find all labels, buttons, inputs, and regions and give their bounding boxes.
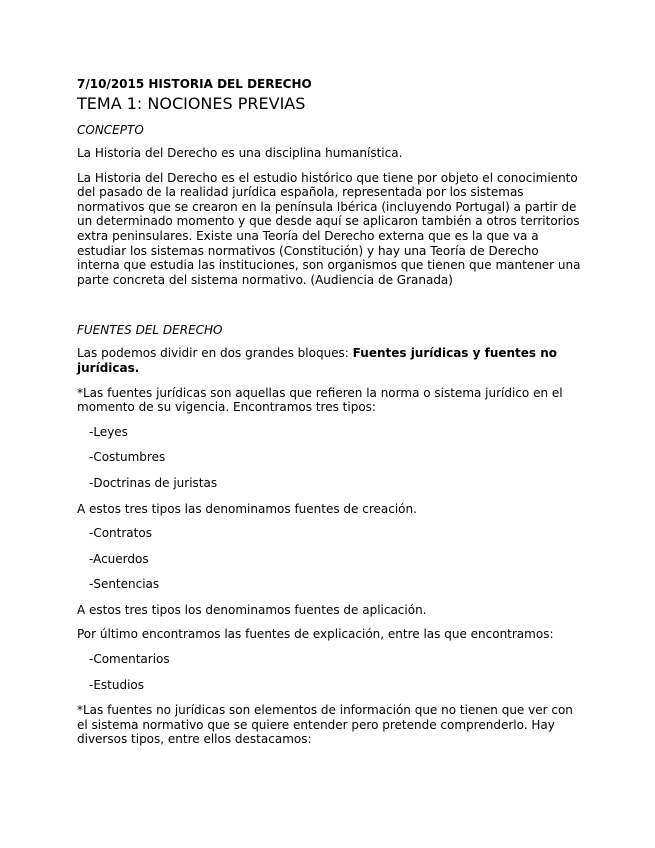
list-item-acuerdos: -Acuerdos [89, 551, 149, 566]
fuentes-intro [77, 346, 582, 375]
section-spacer [77, 297, 582, 322]
fuentes-juridicas-intro: *Las fuentes jurídicas son aquellas que refieren la norma o sistema jurídico en el momento de su vigencia. Encontramos tres tipos: [77, 385, 563, 415]
list-item-sentencias: -Sentencias [89, 577, 160, 592]
list-item-estudios: -Estudios [89, 677, 145, 692]
concepto-heading: CONCEPTO [77, 123, 144, 137]
creacion-summary: A estos tres tipos las denominamos fuentes de creación. [77, 501, 417, 516]
fuentes-no-juridicas: *Las fuentes no jurídicas son elementos de información que no tienen que ver con el sistema normativo que se quiere entender pero pretende comprenderlo. Hay diversos tipos, entre ellos destacamos: [77, 703, 573, 747]
explicacion-intro: Por último encontramos las fuentes de explicación, entre las que encontramos: [77, 627, 554, 642]
concepto-paragraph-2: La Historia del Derecho es el estudio histórico que tiene por objeto el conocimiento del pasado de la realidad jurídica española, representada por los sistemas normativos que se crearon en la península Ibérica (incluyendo Portugal) a partir de un determinado momento y que desde aquí se aplicaron también a otros territorios extra peninsulares. Existe una Teoría del Derecho externa que es la que va a estudiar los sistemas normativos (Constitución) y hay una Teoría de Derecho interna que estudia las instituciones, son organismos que tienen que mantener una parte concreta del sistema normativo. (Audiencia de Granada) [77, 170, 581, 287]
concepto-paragraph-1: La Historia del Derecho es una disciplina humanística. [77, 146, 403, 160]
list-item-comentarios: -Comentarios [89, 652, 170, 667]
date-title: 7/10/2015 HISTORIA DEL DERECHO [77, 77, 312, 91]
fuentes-intro-bold: Fuentes jurídicas y fuentes no jurídicas. [77, 346, 558, 375]
aplicacion-summary: A estos tres tipos los denominamos fuentes de aplicación. [77, 602, 427, 617]
document-page [77, 76, 582, 757]
list-item-leyes: -Leyes [89, 424, 128, 439]
list-item-doctrinas: -Doctrinas de juristas [89, 475, 218, 490]
list-item-costumbres: -Costumbres [89, 450, 166, 465]
tema-title: TEMA 1: NOCIONES PREVIAS [77, 94, 306, 113]
list-item-contratos: -Contratos [89, 526, 152, 541]
fuentes-intro-plain: Las podemos dividir en dos grandes bloques: [77, 346, 353, 361]
fuentes-heading: FUENTES DEL DERECHO [77, 323, 223, 338]
